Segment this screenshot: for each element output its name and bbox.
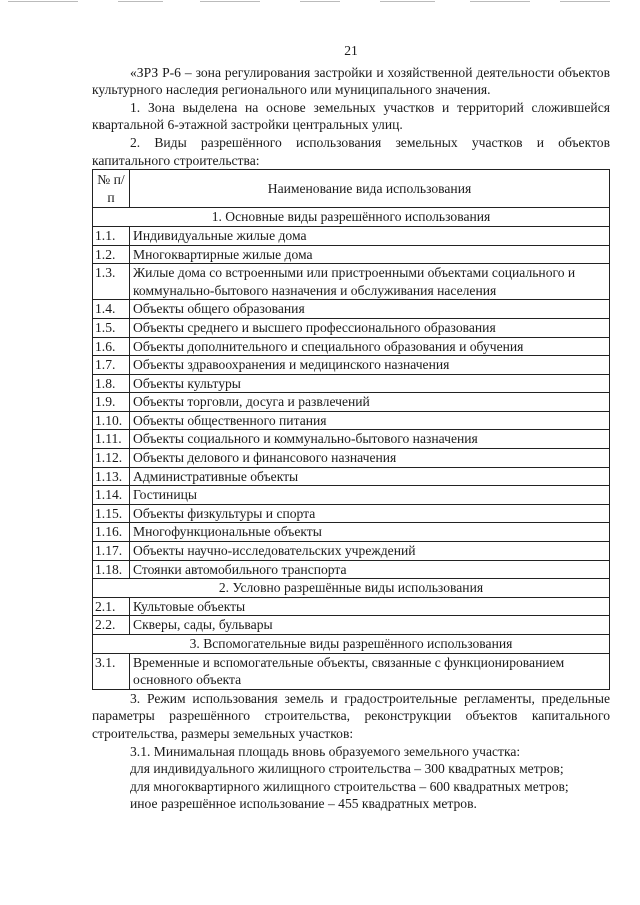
row-name: Объекты культуры [130, 374, 610, 393]
row-name: Многоквартирные жилые дома [130, 245, 610, 264]
row-number: 1.12. [93, 449, 130, 468]
row-number: 3.1. [93, 653, 130, 689]
table-row [93, 597, 610, 616]
row-number: 1.11. [93, 430, 130, 449]
row-name: Объекты делового и финансового назначения [130, 449, 610, 468]
section-title: 2. Условно разрешённые виды использования [93, 579, 610, 598]
table-row [93, 393, 610, 412]
table-row [93, 523, 610, 542]
row-number: 1.16. [93, 523, 130, 542]
header-num: № п/п [93, 170, 130, 208]
table-row [93, 264, 610, 300]
row-number: 2.2. [93, 616, 130, 635]
row-name: Административные объекты [130, 467, 610, 486]
row-name: Скверы, сады, бульвары [130, 616, 610, 635]
row-number: 1.14. [93, 486, 130, 505]
table-row [93, 356, 610, 375]
table-row [93, 467, 610, 486]
document-page [92, 42, 610, 813]
row-number: 1.5. [93, 318, 130, 337]
table-section-row [93, 208, 610, 227]
row-name: Культовые объекты [130, 597, 610, 616]
row-name: Жилые дома со встроенными или пристроенными объектами социального и коммунально-бытового назначения и обслуживания населения [130, 264, 610, 300]
row-number: 1.3. [93, 264, 130, 300]
header-name: Наименование вида использования [130, 170, 610, 208]
table-row [93, 337, 610, 356]
row-number: 1.4. [93, 300, 130, 319]
row-number: 1.15. [93, 504, 130, 523]
row-number: 1.2. [93, 245, 130, 264]
table-row [93, 486, 610, 505]
table-row [93, 430, 610, 449]
table-body [93, 208, 610, 689]
row-name: Гостиницы [130, 486, 610, 505]
table-row [93, 226, 610, 245]
table-row [93, 616, 610, 635]
regime-paragraph: 3. Режим использования земель и градостроительные регламенты, предельные параметры разрешённого строительства, реконструкции объектов капитального строительства, размеры земельных участков: [92, 690, 610, 741]
row-name: Объекты здравоохранения и медицинского назначения [130, 356, 610, 375]
row-name: Объекты общего образования [130, 300, 610, 319]
row-number: 2.1. [93, 597, 130, 616]
row-name: Индивидуальные жилые дома [130, 226, 610, 245]
section-title: 3. Вспомогательные виды разрешённого использования [93, 635, 610, 654]
page-number: 21 [344, 43, 358, 58]
min-area-individual: для индивидуального жилищного строительства – 300 квадратных метров; [130, 761, 564, 777]
row-name: Объекты социального и коммунально-бытового назначения [130, 430, 610, 449]
min-area-other: иное разрешённое использование – 455 квадратных метров. [130, 796, 477, 812]
row-number: 1.13. [93, 467, 130, 486]
row-number: 1.10. [93, 411, 130, 430]
row-number: 1.18. [93, 560, 130, 579]
table-row [93, 560, 610, 579]
row-name: Стоянки автомобильного транспорта [130, 560, 610, 579]
table-header-row [93, 170, 610, 208]
zone-basis-paragraph: 1. Зона выделена на основе земельных участков и территорий сложившейся квартальной 6-этажной застройки центральных улиц. [92, 99, 610, 133]
table-row [93, 411, 610, 430]
table-row [93, 245, 610, 264]
row-name: Объекты общественного питания [130, 411, 610, 430]
section-title: 1. Основные виды разрешённого использования [93, 208, 610, 227]
usage-types-paragraph: 2. Виды разрешённого использования земельных участков и объектов капитального строительства: [92, 134, 610, 168]
table-row [93, 449, 610, 468]
table-row [93, 300, 610, 319]
table-section-row [93, 635, 610, 654]
row-number: 1.8. [93, 374, 130, 393]
row-number: 1.7. [93, 356, 130, 375]
row-name: Объекты торговли, досуга и развлечений [130, 393, 610, 412]
row-name: Объекты дополнительного и специального образования и обучения [130, 337, 610, 356]
table-row [93, 542, 610, 561]
intro-section [92, 64, 610, 170]
table-section-row [93, 579, 610, 598]
row-name: Временные и вспомогательные объекты, связанные с функционированием основного объекта [130, 653, 610, 689]
row-name: Объекты среднего и высшего профессионального образования [130, 318, 610, 337]
row-number: 1.17. [93, 542, 130, 561]
table-row [93, 318, 610, 337]
usage-table [92, 169, 610, 690]
min-area-heading: 3.1. Минимальная площадь вновь образуемого земельного участка: [130, 743, 521, 759]
min-area-multi: для многоквартирного жилищного строительства – 600 квадратных метров; [130, 778, 569, 794]
zone-title-paragraph: «ЗРЗ Р-6 – зона регулирования застройки и хозяйственной деятельности объектов культурного наследия регионального или муниципального значения. [92, 64, 610, 98]
table-row [93, 653, 610, 689]
row-name: Многофункциональные объекты [130, 523, 610, 542]
table-row [93, 504, 610, 523]
scan-edge-marks [0, 0, 640, 6]
row-name: Объекты научно-исследовательских учреждений [130, 542, 610, 561]
row-name: Объекты физкультуры и спорта [130, 504, 610, 523]
table-row [93, 374, 610, 393]
regime-section [92, 690, 610, 813]
row-number: 1.9. [93, 393, 130, 412]
row-number: 1.6. [93, 337, 130, 356]
row-number: 1.1. [93, 226, 130, 245]
